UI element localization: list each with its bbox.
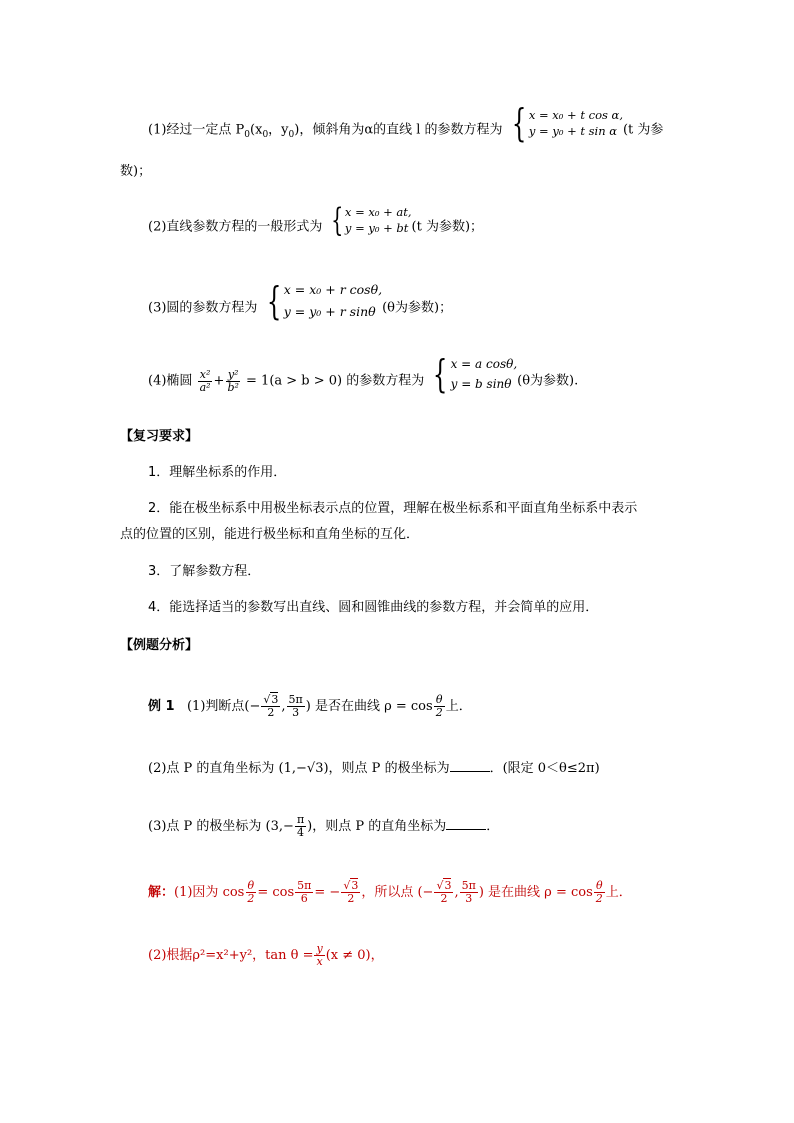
fraction-theta-2 — [434, 694, 445, 719]
formula-2-line — [148, 201, 794, 239]
s2-text-b: (x ≠ 0)， — [325, 948, 384, 963]
e1-text-c: ) 是否在曲线 ρ = cos — [305, 699, 433, 714]
review-item-2-wrap: 点的位置的区别，能进行极坐标和直角坐标的互化． — [120, 527, 420, 542]
formula-2-row-2: y = y₀ + bt — [344, 221, 409, 235]
review-heading: 【复习要求】 — [120, 429, 199, 444]
fraction-5pi-3 — [287, 694, 305, 719]
s1-text-a: (1)因为 cos — [174, 885, 245, 900]
formula-1-sub-x: 0 — [262, 130, 269, 141]
formula-2-tail: (t 为参数)； — [411, 219, 484, 235]
frac-num: 5π — [461, 879, 476, 892]
frac-den: 2 — [440, 892, 448, 905]
formula-3-system — [262, 279, 383, 323]
formula-4-text-b: = 1(a > b > 0) 的参数方程为 — [246, 373, 425, 389]
formula-1-tail: (t 为参 — [622, 122, 664, 138]
review-item-2: 2．能在极坐标系中用极坐标表示点的位置，理解在极坐标系和平面直角坐标系中表示 — [148, 501, 638, 516]
formula-1-row-1: x = x₀ + t cos α, — [528, 108, 623, 122]
example-1-q3 — [148, 814, 794, 839]
formula-1-line — [148, 101, 794, 145]
e2-text-b: ．(限定 0＜θ≤2π) — [489, 761, 600, 776]
formula-3-row-1: x = x₀ + r cosθ, — [283, 282, 383, 297]
e1-text-e: 上． — [445, 699, 472, 714]
example-1-q2 — [148, 759, 794, 778]
frac-den: 3 — [292, 706, 300, 719]
frac-num: π — [296, 813, 305, 826]
frac-den: 2 — [247, 892, 255, 905]
answer-blank[interactable] — [450, 759, 490, 772]
e1-text-b: (− — [244, 699, 261, 714]
formula-1-sub-y: 0 — [288, 130, 295, 141]
example-1-label: 例 1 — [148, 699, 175, 714]
review-item-3: 3．了解参数方程． — [148, 564, 261, 579]
s1-text-c: = − — [314, 885, 341, 900]
frac-den: 3 — [465, 892, 473, 905]
comma: , — [281, 699, 286, 714]
comma: , — [454, 885, 459, 900]
fraction-sqrt3-2: $\frac{√3}{2}$ — [343, 879, 359, 905]
frac-num: θ — [595, 879, 603, 892]
formula-1-text-g: )，倾斜角为α的直线 l 的参数方程为 — [294, 122, 503, 138]
frac-den: b² — [227, 380, 239, 394]
s2-text-a: (2)根据ρ²=x²+y²，tan θ = — [148, 948, 314, 963]
review-item-1: 1．理解坐标系的作用． — [148, 465, 287, 480]
brace-icon: { — [433, 352, 448, 396]
fraction-sqrt3-2-b: $\frac{√3}{2}$ — [436, 879, 452, 905]
sqrt-arg: 3 — [351, 879, 359, 892]
formula-1-text-c: (x — [250, 122, 263, 138]
e3-text-c: ． — [486, 819, 500, 834]
formula-3-tail: (θ为参数)； — [382, 300, 453, 316]
s1-text-b: = cos — [257, 885, 295, 900]
frac-num: y² — [227, 367, 239, 381]
brace-icon: { — [330, 201, 343, 239]
example-1-q1 — [148, 694, 794, 719]
frac-num: 5π — [288, 693, 303, 706]
formula-4-row-2: y = b sinθ — [450, 377, 512, 391]
frac-num: θ — [435, 693, 443, 706]
sqrt-arg: 3 — [444, 879, 452, 892]
solution-1 — [148, 880, 794, 905]
formula-3-row-2: y = y₀ + r sinθ — [283, 304, 376, 319]
fraction-theta-2-b — [594, 880, 605, 905]
formula-4-row-1: x = a cosθ, — [450, 357, 518, 371]
plus-sign: + — [213, 373, 225, 389]
frac-den: a² — [199, 380, 211, 394]
e1-text-a: (1)判断点 — [186, 699, 245, 714]
examples-heading: 【例题分析】 — [120, 638, 199, 653]
brace-icon: { — [266, 279, 281, 323]
fraction-5pi-3 — [460, 880, 478, 905]
formula-1-text: (1)经过一定点 P — [148, 122, 245, 138]
formula-1-wrap: 数)； — [120, 164, 152, 179]
fraction-pi-4 — [295, 814, 306, 839]
fraction-y-x — [314, 943, 324, 968]
frac-num: y — [316, 942, 323, 955]
s1-text-f: 上． — [605, 885, 632, 900]
sqrt-arg: 3 — [271, 693, 279, 706]
formula-1-system — [507, 101, 623, 145]
formula-1-row-2: y = y₀ + t sin α — [528, 124, 618, 138]
frac-den: x — [316, 955, 323, 968]
formula-2-system — [327, 201, 412, 239]
formula-2-row-1: x = x₀ + at, — [344, 205, 412, 219]
s1-text-e: ) 是在曲线 ρ = cos — [478, 885, 593, 900]
formula-1-text-e: ，y — [268, 122, 289, 138]
fraction-x2-a2 — [198, 369, 213, 394]
frac-num: 5π — [297, 879, 312, 892]
formula-4-tail: (θ为参数). — [517, 373, 579, 389]
frac-den: 2 — [267, 706, 275, 719]
frac-den: 4 — [297, 826, 305, 839]
formula-3-line — [148, 279, 794, 323]
frac-num: θ — [247, 879, 255, 892]
frac-den: 6 — [300, 892, 308, 905]
formula-1-sub: 0 — [244, 130, 251, 141]
solution-label: 解： — [148, 885, 175, 900]
s1-text-d: ，所以点 (− — [361, 885, 434, 900]
fraction-sqrt3-2: $\frac{√3}{2}$ — [263, 693, 279, 719]
formula-3-text: (3)圆的参数方程为 — [148, 300, 258, 316]
fraction-theta-2 — [245, 880, 256, 905]
brace-icon: { — [511, 101, 527, 145]
formula-4-line — [148, 352, 794, 396]
solution-2 — [148, 943, 794, 968]
formula-2-text: (2)直线参数方程的一般形式为 — [148, 219, 323, 235]
e3-text-a: (3)点 P 的极坐标为 (3,− — [148, 819, 294, 834]
frac-den: 2 — [595, 892, 603, 905]
e3-text-b: )，则点 P 的直角坐标为 — [307, 819, 447, 834]
formula-4-text: (4)椭圆 — [148, 373, 193, 389]
answer-blank[interactable] — [446, 817, 486, 830]
e2-text-a: (2)点 P 的直角坐标为 (1,−√3)，则点 P 的极坐标为 — [148, 761, 450, 776]
fraction-5pi-6 — [295, 880, 313, 905]
frac-den: 2 — [435, 706, 443, 719]
review-item-4: 4．能选择适当的参数写出直线、圆和圆锥曲线的参数方程，并会简单的应用． — [148, 600, 599, 615]
fraction-y2-b2 — [225, 369, 240, 394]
frac-num: x² — [199, 367, 211, 381]
formula-4-system — [428, 354, 517, 394]
frac-den: 2 — [347, 892, 355, 905]
